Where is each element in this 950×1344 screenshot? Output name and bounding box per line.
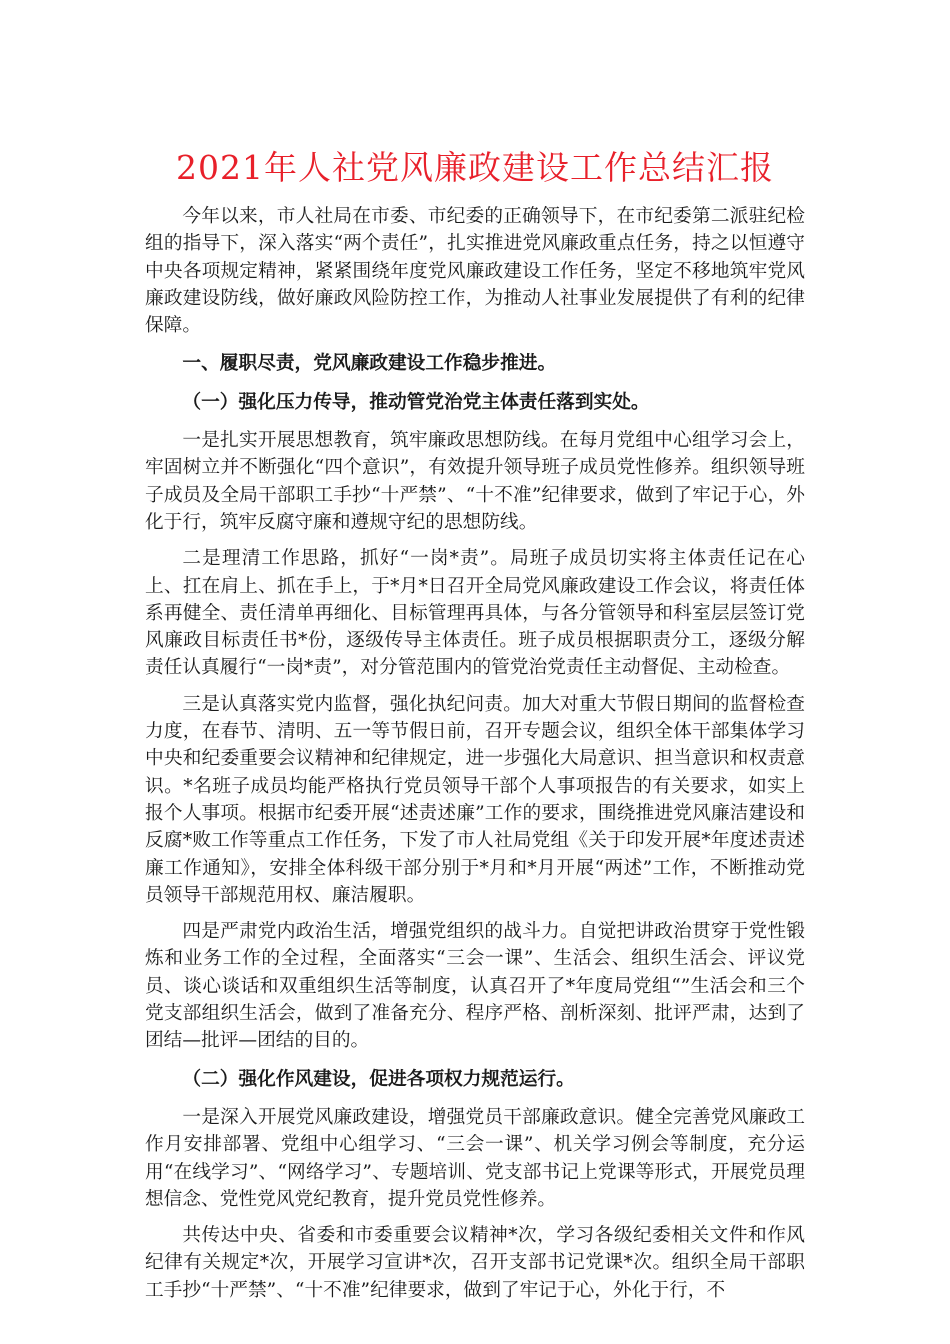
section-heading: （二）强化作风建设，促进各项权力规范运行。: [182, 1067, 575, 1090]
paragraph: 一是扎实开展思想教育，筑牢廉政思想防线。在每月党组中心组学习会上，牢固树立并不断强化“四个意识”，有效提升领导班子成员党性修养。组织领导班子成员及全局干部职工手抄“十严禁”、“十不准”纪律要求，做到了牢记于心，外化于行，筑牢反腐守廉和遵规守纪的思想防线。: [145, 430, 805, 533]
paragraph: 二是理清工作思路，抓好“一岗*责”。局班子成员切实将主体责任记在心上、扛在肩上、抓在手上，于*月*日召开全局党风廉政建设工作会议，将责任体系再健全、责任清单再细化、目标管理再具体，与各分管领导和科室层层签订党风廉政目标责任书*份，逐级传导主体责任。班子成员根据职责分工，逐级分解责任认真履行“一岗*责”，对分管范围内的管党治党责任主动督促、主动检查。: [145, 548, 805, 679]
paragraph: 四是严肃党内政治生活，增强党组织的战斗力。自觉把讲政治贯穿于党性锻炼和业务工作的全过程，全面落实“三会一课”、生活会、组织生活会、评议党员、谈心谈话和双重组织生活等制度，认真召开了*年度局党组“”生活会和三个党支部组织生活会，做到了准备充分、程序严格、剖析深刻、批评严肃，达到了团结—批评—团结的目的。: [145, 921, 805, 1052]
paragraph: 三是认真落实党内监督，强化执纪问责。加大对重大节假日期间的监督检查力度，在春节、清明、五一等节假日前，召开专题会议，组织全体干部集体学习中央和纪委重要会议精神和纪律规定，进一步强化大局意识、担当意识和权责意识。*名班子成员均能严格执行党员领导干部个人事项报告的有关要求，如实上报个人事项。根据市纪委开展“述责述廉”工作的要求，围绕推进党风廉洁建设和反腐*败工作等重点工作任务，下发了市人社局党组《关于印发开展*年度述责述廉工作通知》，安排全体科级干部分别于*月和*月开展“两述”工作，不断推动党员领导干部规范用权、廉洁履职。: [145, 693, 805, 906]
document-title: 2021年人社党风廉政建设工作总结汇报: [176, 148, 774, 187]
section-heading: （一）强化压力传导，推动管党治党主体责任落到实处。: [182, 390, 650, 413]
paragraph: 共传达中央、省委和市委重要会议精神*次，学习各级纪委相关文件和作风纪律有关规定*次，开展学习宣讲*次，召开支部书记党课*次。组织全局干部职工手抄“十严禁”、“十不准”纪律要求，做到了牢记于心，外化于行，不: [145, 1225, 805, 1301]
paragraph: 一是深入开展党风廉政建设，增强党员干部廉政意识。健全完善党风廉政工作月安排部署、党组中心组学习、“三会一课”、机关学习例会等制度，充分运用“在线学习”、“网络学习”、专题培训、党支部书记上党课等形式，开展党员理想信念、党性党风党纪教育，提升党员党性修养。: [145, 1106, 805, 1210]
paragraph: 今年以来，市人社局在市委、市纪委的正确领导下，在市纪委第二派驻纪检组的指导下，深入落实“两个责任”，扎实推进党风廉政重点任务，持之以恒遵守中央各项规定精神，紧紧围绕年度党风廉政建设工作任务，坚定不移地筑牢党风廉政建设防线，做好廉政风险防控工作，为推动人社事业发展提供了有利的纪律保障。: [145, 206, 805, 337]
section-heading: 一、履职尽责，党风廉政建设工作稳步推进。: [182, 352, 557, 375]
document-body: [145, 203, 805, 1304]
